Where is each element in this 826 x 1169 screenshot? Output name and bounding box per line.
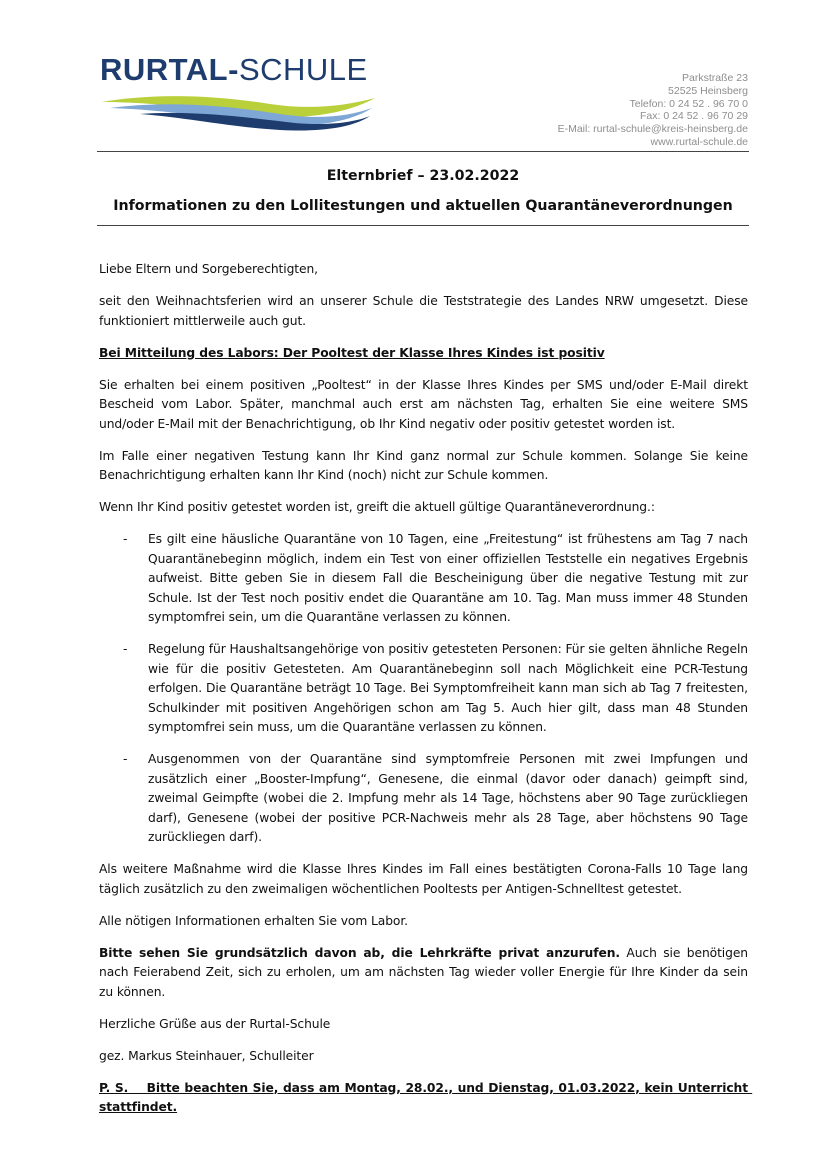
school-address	[558, 72, 748, 149]
letter-title: Elternbrief – 23.02.2022	[326, 168, 520, 184]
list-item	[99, 530, 748, 628]
intro-paragraph: seit den Weihnachtsferien wird an unserer Schule die Teststrategie des Landes NRW umgesetzt. Diese funktioniert mittlerweile auch gut.	[99, 294, 748, 328]
teacher-contact-rest: Auch sie benötigen nach Feierabend Zeit, sich zu erholen, um am nächsten Tag wieder voller Energie für Ihre Kinder da sein zu können.	[99, 945, 748, 999]
address-fax: Fax: 0 24 52 . 96 70 29	[640, 110, 748, 123]
logo-wordmark-part2: SCHULE	[238, 52, 368, 87]
school-logo	[100, 52, 380, 132]
address-email: E-Mail: rurtal-schule@kreis-heinsberg.de	[557, 123, 748, 136]
postscript: P. S. Bitte beachten Sie, dass am Montag, 28.02., und Dienstag, 01.03.2022, kein Unterricht stattfindet.	[99, 1080, 753, 1114]
header-divider	[97, 151, 749, 152]
letter-subtitle: Informationen zu den Lollitestungen und aktuellen Quarantäneverordnungen	[113, 198, 733, 214]
salutation: Liebe Eltern und Sorgeberechtigten,	[99, 262, 318, 276]
logo-waves-icon	[100, 90, 380, 132]
negative-test-paragraph: Im Falle einer negativen Testung kann Ihr Kind ganz normal zur Schule kommen. Solange Sie keine Benachrichtigung erhalten kann Ihr Kind (noch) nicht zur Schule kommen.	[99, 448, 748, 482]
address-website: www.rurtal-schule.de	[650, 135, 748, 148]
address-street: Parkstraße 23	[682, 72, 748, 84]
signature: gez. Markus Steinhauer, Schulleiter	[99, 1048, 314, 1063]
list-dash: -	[123, 752, 128, 766]
list-item	[99, 640, 748, 738]
closing: Herzliche Grüße aus der Rurtal-Schule	[99, 1016, 331, 1031]
additional-measures-paragraph: Als weitere Maßnahme wird die Klasse Ihres Kindes im Fall eines bestätigten Corona-Falls 10 Tage lang täglich zusätzlich zu den zweimaligen wöchentlichen Pooltests per Antigen-Schnelltest getestet.	[99, 862, 748, 896]
title-divider	[97, 225, 749, 226]
section-heading: Bei Mitteilung des Labors: Der Pooltest der Klasse Ihres Kindes ist positiv	[99, 345, 605, 360]
logo-wordmark	[100, 52, 368, 88]
list-item	[99, 750, 748, 848]
list-item-text: Ausgenommen von der Quarantäne sind symptomfreie Personen mit zwei Impfungen und zusätzlich einer „Booster-Impfung“, Genesene, die einmal (davor oder danach) geimpft sind, zweimal Geimpfte (wobei die 2. Impfung mehr als 14 Tage, höchstens aber 90 Tage zurückliegen darf), Genesene (wobei der positive PCR-Nachweis mehr als 28 Tage, aber höchstens 90 Tage zurückliegen darf).	[148, 752, 748, 844]
address-city: 52525 Heinsberg	[668, 84, 748, 97]
letter-body	[99, 260, 753, 1130]
quarantine-rules-list	[99, 530, 748, 848]
address-phone: Telefon: 0 24 52 . 96 70 0	[629, 97, 748, 110]
positive-test-paragraph: Wenn Ihr Kind positiv getestet worden ist, greift die aktuell gültige Quarantäneverordnung.:	[99, 500, 655, 514]
list-item-text: Es gilt eine häusliche Quarantäne von 10 Tagen, eine „Freitestung“ ist frühestens am Tag 7 nach Quarantänebeginn möglich, indem ein Test von einer offiziellen Teststelle ein negatives Ergebnis aufweist. Bitte geben Sie in diesem Fall die Bescheinigung über die negative Testung mit zur Schule. Ist der Test noch positiv endet die Quarantäne am 10. Tag. Man muss immer 48 Stunden symptomfrei sein, um die Quarantäne verlassen zu können.	[148, 532, 748, 624]
teacher-contact-paragraph	[99, 944, 748, 1003]
lab-notification-paragraph: Sie erhalten bei einem positiven „Pooltest“ in der Klasse Ihres Kindes per SMS und/oder E-Mail direkt Bescheid vom Labor. Später, manchmal auch erst am nächsten Tag, erhalten Sie eine weitere SMS und/oder E-Mail mit der Benachrichtigung, ob Ihr Kind negativ oder positiv getestet worden ist.	[99, 377, 748, 431]
teacher-contact-emphasis: Bitte sehen Sie grundsätzlich davon ab, die Lehrkräfte privat anzurufen.	[99, 945, 620, 960]
lab-info-paragraph: Alle nötigen Informationen erhalten Sie vom Labor.	[99, 913, 408, 928]
list-item-text: Regelung für Haushaltsangehörige von positiv getesteten Personen: Für sie gelten ähnliche Regeln wie für die positiv Getesteten. Am Quarantänebeginn soll nach Möglichkeit eine PCR-Testung erfolgen. Die Quarantäne beträgt 10 Tage. Bei Symptomfreiheit kann man sich ab Tag 7 freitesten, Schulkinder mit positiven Angehörigen schon am Tag 5. Auch hier gilt, dass man 48 Stunden symptomfrei sein muss, um die Quarantäne verlassen zu können.	[148, 642, 748, 734]
logo-wordmark-part1: RURTAL-	[100, 52, 239, 87]
list-dash: -	[123, 642, 128, 656]
list-dash: -	[123, 532, 128, 546]
